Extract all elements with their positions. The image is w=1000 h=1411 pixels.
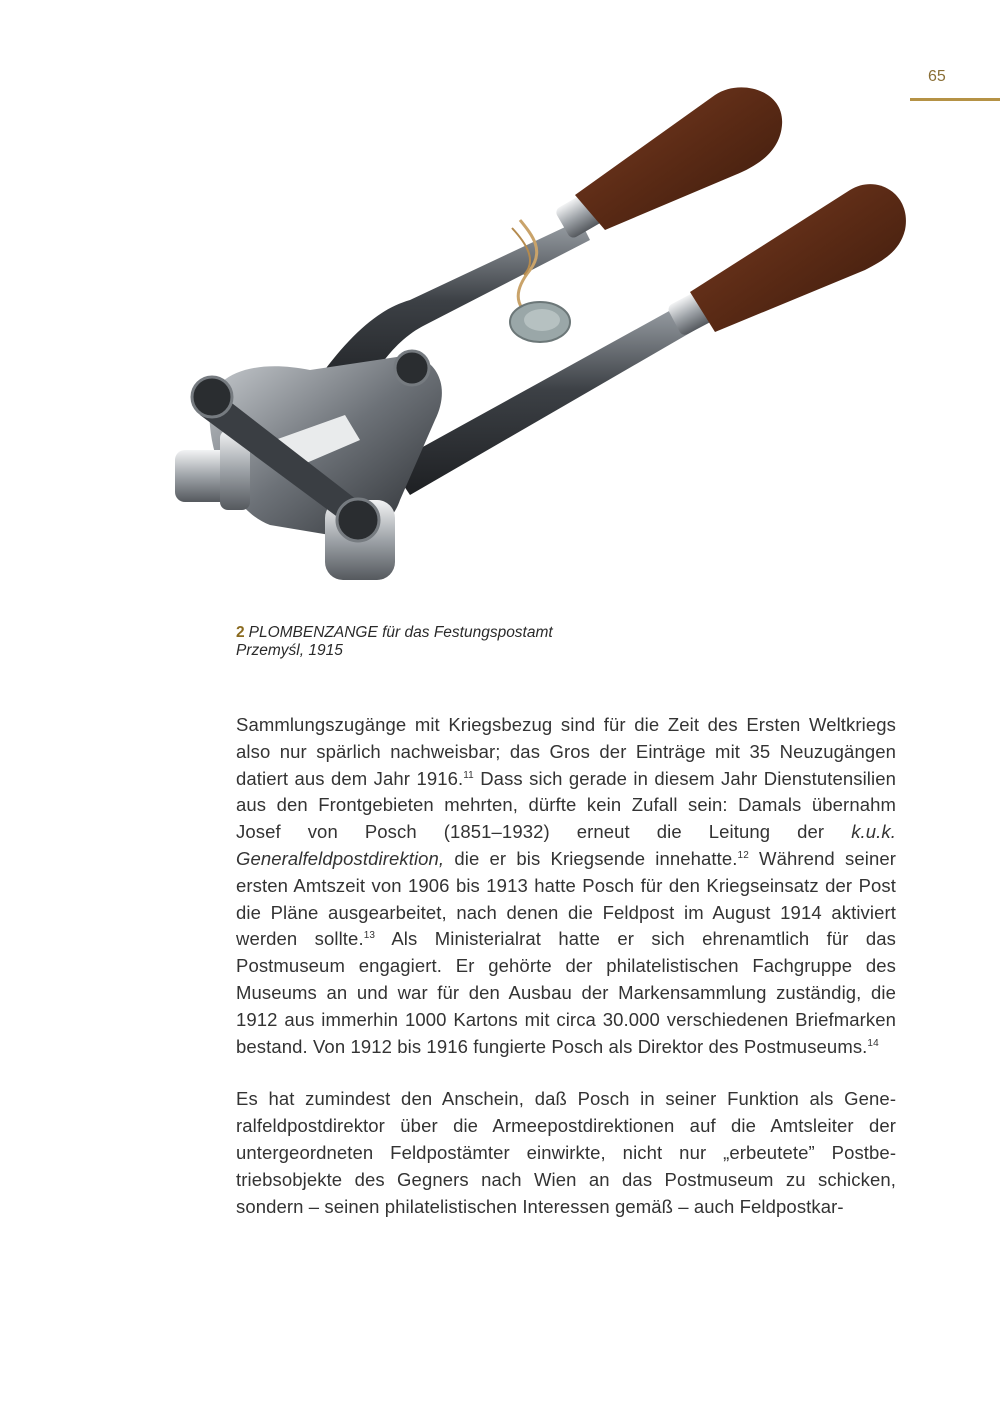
institution-name: k.u.k. Generalfeldpostdirektion, (236, 821, 896, 869)
paragraph (236, 712, 896, 1060)
sentence: Dass sich gerade in diesem Jahr Dienstutensilien aus den Frontgebieten mehrten, dürfte kein Zufall sein: Damals übernahm Josef von Posch (1851–1932) erneut die Leitung der (236, 767, 896, 843)
caption-text-line2: Przemyśl, 1915 (236, 642, 343, 659)
sentence: die er bis Kriegsende innehatte. (444, 847, 738, 869)
page-number: 65 (928, 68, 946, 85)
sentence: Als Ministerialrat hatte er sich ehrenamtlich für das Postmuseum engagiert. Er gehörte der philatelistischen Fachgruppe des Museums an und war für den Ausbau der Markensammlung zuständig, die 1912 aus immerhin 1000 Kartons mit circa 30.000 verschiedenen Briefmarken bestand. Von 1912 bis 1916 fungierte Posch als Direktor des Postmuseums. (236, 928, 896, 1057)
sentence: Sammlungszugänge mit Kriegsbezug sind für die Zeit des Ersten Weltkriegs also nur spärlich nachweisbar; das Gros der Einträge mit 35 Neuzugängen datiert aus dem Jahr 1916. (236, 714, 896, 789)
figure-caption (236, 624, 756, 660)
sealing-pliers-photo (160, 70, 920, 610)
body-text (236, 712, 896, 1246)
footnote-ref: 13 (363, 930, 376, 942)
caption-number: 2 (236, 624, 245, 641)
pliers-icon (160, 70, 920, 610)
caption-text: PLOMBENZANGE für das Festungspostamt (248, 624, 553, 641)
page-rule (910, 98, 1000, 101)
paragraph: Es hat zumindest den Anschein, daß Posch in seiner Funktion als Generalfeldpostdirektor über die Armeepostdirektionen auf die Amtsleiter der untergeordneten Feldpostämter einwirkte, nicht nur „erbeutete” Postbetriebsobjekte des Gegners nach Wien an das Postmuseum zu schicken, sondern – seinen philatelistischen Interessen gemäß – auch Feldpostkar- (236, 1088, 896, 1217)
footnote-ref: 14 (867, 1037, 879, 1049)
sentence: Während seiner ersten Amtszeit von 1906 bis 1913 hatte Posch für den Kriegseinsatz der Post die Pläne ausgearbeitet, nach denen die Feldpost im August 1914 aktiviert werden sollte. (236, 847, 896, 950)
footnote-ref: 12 (737, 849, 749, 861)
footnote-ref: 11 (463, 769, 474, 781)
